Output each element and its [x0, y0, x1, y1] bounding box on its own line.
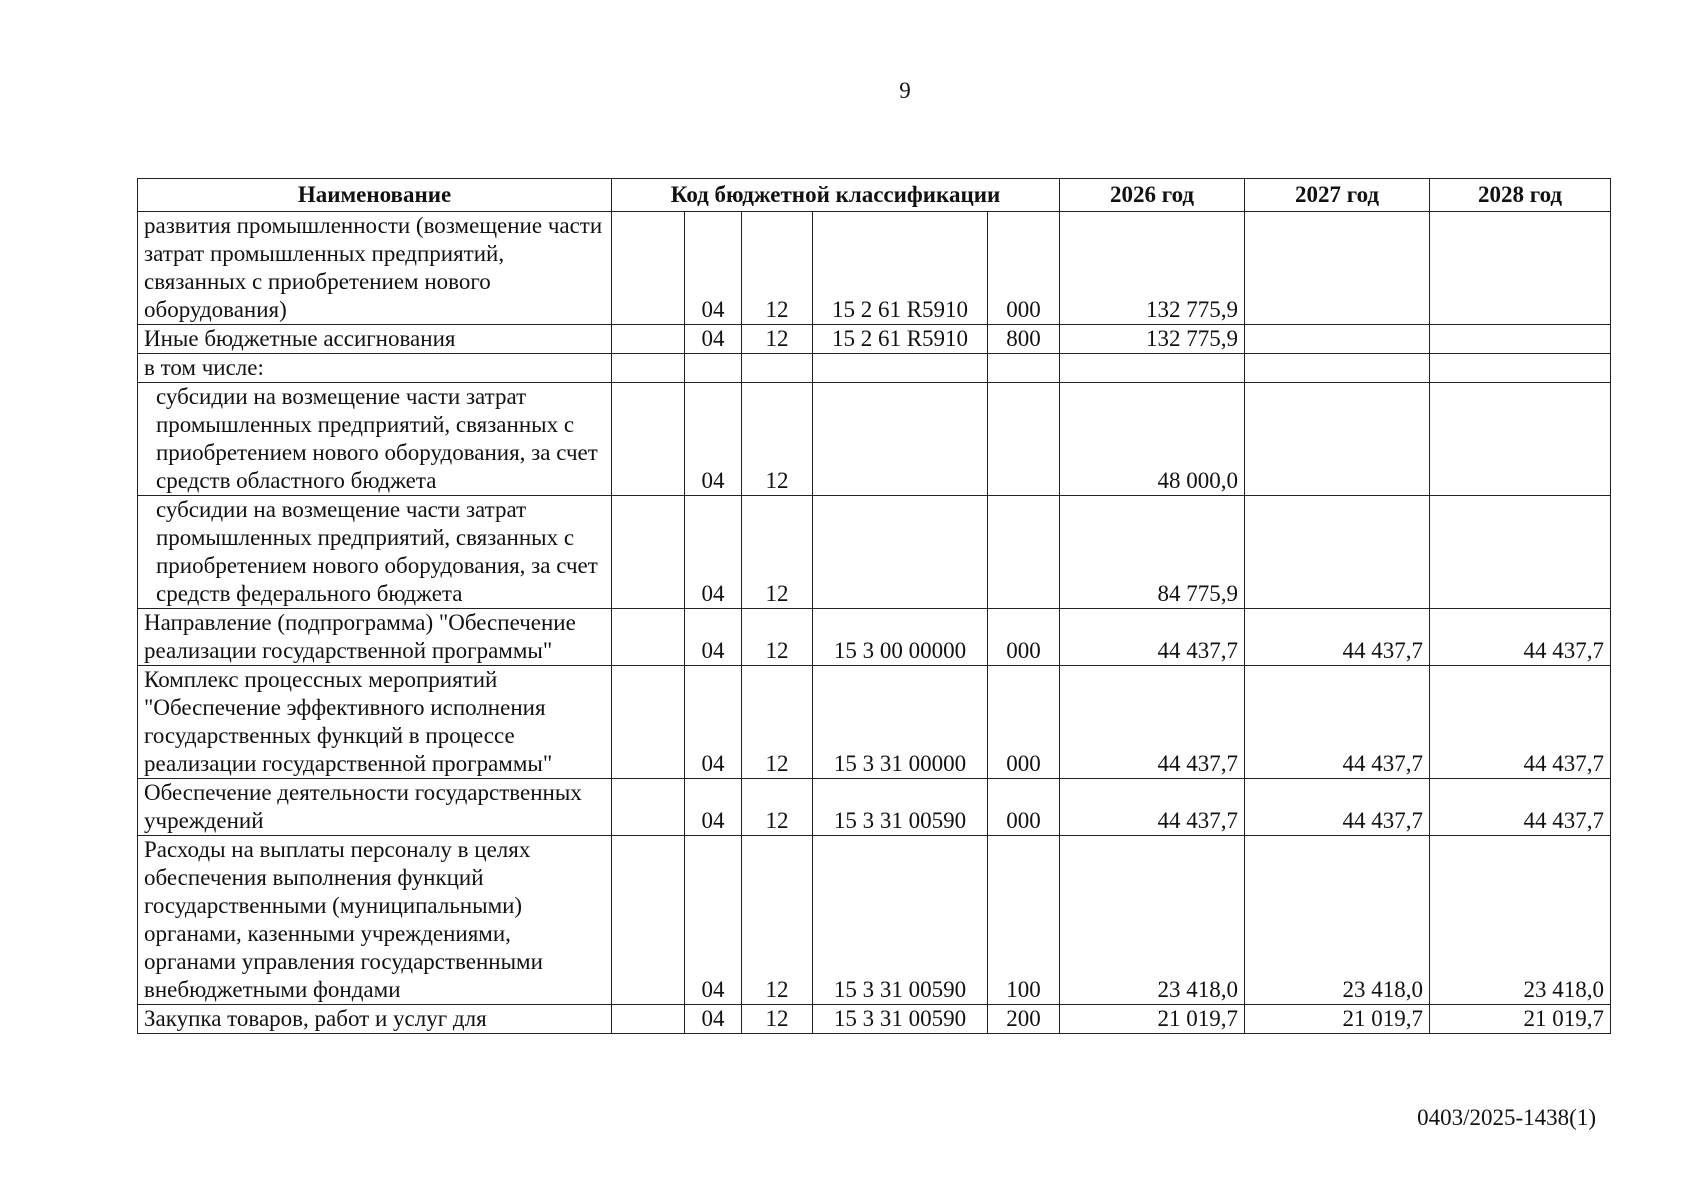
cell-expense-type — [988, 496, 1060, 609]
cell-expense-type — [988, 354, 1060, 383]
header-code: Код бюджетной классификации — [612, 179, 1060, 212]
budget-table — [137, 178, 1611, 1034]
cell-2027: 23 418,0 — [1245, 836, 1430, 1005]
cell-2028 — [1430, 212, 1611, 325]
cell-2027: 21 019,7 — [1245, 1005, 1430, 1034]
table-row — [138, 779, 1611, 836]
table-row — [138, 1005, 1611, 1034]
table-row — [138, 354, 1611, 383]
cell-target-code — [813, 354, 988, 383]
cell-name: Закупка товаров, работ и услуг для — [138, 1005, 612, 1034]
cell-blank — [612, 383, 685, 496]
cell-2027 — [1245, 325, 1430, 354]
cell-blank — [612, 354, 685, 383]
cell-2028: 44 437,7 — [1430, 666, 1611, 779]
table-row — [138, 325, 1611, 354]
cell-section: 04 — [685, 836, 742, 1005]
cell-section: 04 — [685, 666, 742, 779]
cell-2026: 84 775,9 — [1060, 496, 1245, 609]
cell-2028 — [1430, 383, 1611, 496]
table-row — [138, 609, 1611, 666]
cell-name: субсидии на возмещение части затрат промышленных предприятий, связанных с приобретением нового оборудования, за счет средств федерального бюджета — [138, 496, 612, 609]
cell-2028 — [1430, 354, 1611, 383]
cell-2028 — [1430, 496, 1611, 609]
cell-2026: 132 775,9 — [1060, 325, 1245, 354]
cell-section: 04 — [685, 1005, 742, 1034]
cell-target-code: 15 3 31 00590 — [813, 1005, 988, 1034]
cell-expense-type: 000 — [988, 212, 1060, 325]
header-2027: 2027 год — [1245, 179, 1430, 212]
cell-2028: 44 437,7 — [1430, 779, 1611, 836]
cell-expense-type: 800 — [988, 325, 1060, 354]
cell-section: 04 — [685, 325, 742, 354]
cell-2026: 132 775,9 — [1060, 212, 1245, 325]
cell-subsection: 12 — [742, 779, 813, 836]
table-row — [138, 212, 1611, 325]
cell-subsection: 12 — [742, 383, 813, 496]
cell-blank — [612, 836, 685, 1005]
cell-target-code: 15 3 31 00000 — [813, 666, 988, 779]
cell-2028: 21 019,7 — [1430, 1005, 1611, 1034]
cell-target-code: 15 3 31 00590 — [813, 836, 988, 1005]
cell-blank — [612, 496, 685, 609]
cell-2027 — [1245, 354, 1430, 383]
cell-target-code: 15 3 00 00000 — [813, 609, 988, 666]
cell-section: 04 — [685, 212, 742, 325]
cell-blank — [612, 779, 685, 836]
cell-blank — [612, 1005, 685, 1034]
cell-name: развития промышленности (возмещение части затрат промышленных предприятий, связанных с приобретением нового оборудования) — [138, 212, 612, 325]
cell-name: в том числе: — [138, 354, 612, 383]
cell-2026: 44 437,7 — [1060, 666, 1245, 779]
table-row — [138, 496, 1611, 609]
cell-subsection: 12 — [742, 609, 813, 666]
table-row — [138, 836, 1611, 1005]
cell-2026 — [1060, 354, 1245, 383]
table-row — [138, 666, 1611, 779]
cell-target-code — [813, 496, 988, 609]
cell-blank — [612, 212, 685, 325]
cell-2027 — [1245, 496, 1430, 609]
page-number: 9 — [899, 78, 911, 103]
cell-name: Направление (подпрограмма) "Обеспечение реализации государственной программы" — [138, 609, 612, 666]
cell-subsection — [742, 354, 813, 383]
cell-name: субсидии на возмещение части затрат промышленных предприятий, связанных с приобретением нового оборудования, за счет средств областного бюджета — [138, 383, 612, 496]
cell-target-code: 15 2 61 R5910 — [813, 325, 988, 354]
cell-2026: 23 418,0 — [1060, 836, 1245, 1005]
cell-2026: 44 437,7 — [1060, 609, 1245, 666]
cell-2027 — [1245, 212, 1430, 325]
cell-name: Комплекс процессных мероприятий "Обеспечение эффективного исполнения государственных функций в процессе реализации государственной программы" — [138, 666, 612, 779]
cell-2027: 44 437,7 — [1245, 609, 1430, 666]
cell-2027: 44 437,7 — [1245, 666, 1430, 779]
cell-section: 04 — [685, 609, 742, 666]
cell-expense-type: 200 — [988, 1005, 1060, 1034]
cell-target-code: 15 2 61 R5910 — [813, 212, 988, 325]
cell-expense-type: 100 — [988, 836, 1060, 1005]
cell-2027 — [1245, 383, 1430, 496]
cell-target-code — [813, 383, 988, 496]
cell-blank — [612, 666, 685, 779]
cell-2026: 48 000,0 — [1060, 383, 1245, 496]
cell-section: 04 — [685, 383, 742, 496]
cell-target-code: 15 3 31 00590 — [813, 779, 988, 836]
cell-2026: 21 019,7 — [1060, 1005, 1245, 1034]
cell-expense-type: 000 — [988, 666, 1060, 779]
cell-subsection: 12 — [742, 836, 813, 1005]
cell-blank — [612, 609, 685, 666]
cell-2026: 44 437,7 — [1060, 779, 1245, 836]
cell-subsection: 12 — [742, 666, 813, 779]
cell-name: Иные бюджетные ассигнования — [138, 325, 612, 354]
cell-2028: 23 418,0 — [1430, 836, 1611, 1005]
cell-blank — [612, 325, 685, 354]
document-code: 0403/2025-1438(1) — [1417, 1105, 1596, 1130]
cell-expense-type: 000 — [988, 609, 1060, 666]
table-row — [138, 383, 1611, 496]
cell-name: Обеспечение деятельности государственных учреждений — [138, 779, 612, 836]
header-2028: 2028 год — [1430, 179, 1611, 212]
table-header-row — [138, 179, 1611, 212]
cell-2028: 44 437,7 — [1430, 609, 1611, 666]
cell-2027: 44 437,7 — [1245, 779, 1430, 836]
table-body — [138, 212, 1611, 1034]
cell-expense-type — [988, 383, 1060, 496]
cell-expense-type: 000 — [988, 779, 1060, 836]
cell-section — [685, 354, 742, 383]
cell-section: 04 — [685, 779, 742, 836]
cell-name: Расходы на выплаты персоналу в целях обеспечения выполнения функций государственными (муниципальными) органами, казенными учреждениями, органами управления государственными внебюджетными фондами — [138, 836, 612, 1005]
cell-subsection: 12 — [742, 1005, 813, 1034]
cell-2028 — [1430, 325, 1611, 354]
cell-section: 04 — [685, 496, 742, 609]
cell-subsection: 12 — [742, 212, 813, 325]
cell-subsection: 12 — [742, 496, 813, 609]
header-2026: 2026 год — [1060, 179, 1245, 212]
header-name: Наименование — [138, 179, 612, 212]
cell-subsection: 12 — [742, 325, 813, 354]
